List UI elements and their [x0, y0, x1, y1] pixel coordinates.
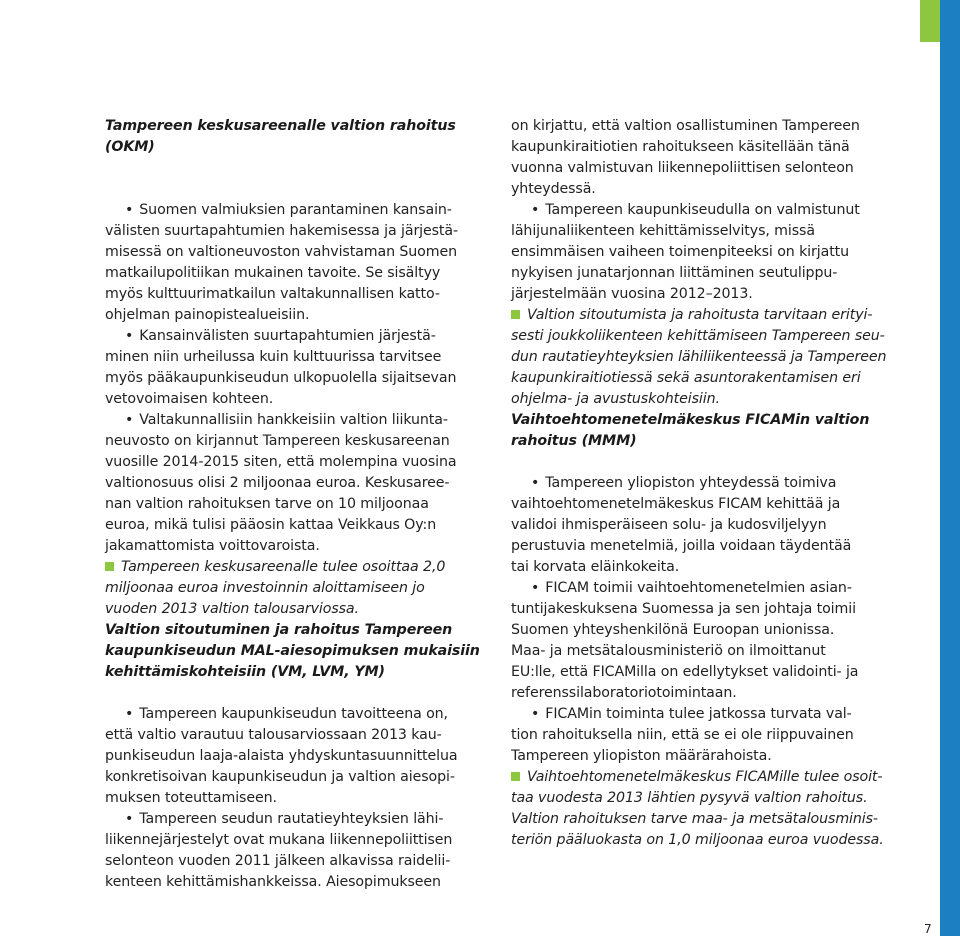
paragraph-kaupunkiseudun-tavoite: • Tampereen kaupunkiseudun tavoitteena on, että valtio varautuu talousarviossaan 2013 kau- punkiseudun laaja-alaista yhdyskuntasuunnittelua konkretisoivan kaupunkiseudun ja valtion aiesopi- muksen toteuttamiseen.	[105, 706, 458, 806]
highlight-joukkoliikenne: Valtion sitoutumista ja rahoitusta tarvitaan erityi- sesti joukkoliikenteen kehittämiseen Tampereen seu- dun rautatieyhteyksien lähiliikenteessä ja Tampereen kaupunkiraitiotiessä sekä asuntorakentamisen eri ohjelma- ja avustuskohteisiin.	[511, 307, 887, 407]
paragraph-suomen-valmiuksien: • Suomen valmiuksien parantaminen kansain- välisten suurtapahtumien hakemisessa ja järjestä- misessä on valtioneuvoston vahvistaman Suomen matkailupolitiikan mukainen tavoite. Se sisältyy myös kulttuurimatkailun valtakunnallisen katto- ohjelman painopistealueisiin.	[105, 202, 459, 323]
paragraph-ficam-asiantuntija: • FICAM toimii vaihtoehtomenetelmien asian- tuntijakeskuksena Suomessa ja sen johtaja toimii Suomen yhteyshenkilönä Euroopan unionissa. Maa- ja metsätalousministeriö on ilmoittanut EU:lle, että FICAMilla on edellytykset validointi- ja referenssilaboratoriotoimintaan.	[511, 580, 859, 701]
highlight-ficam-rahoitus: Vaihtoehtomenetelmäkeskus FICAMille tulee osoit- taa vuodesta 2013 lähtien pysyvä valtion rahoitus. Valtion rahoituksen tarve maa- ja metsätalousminis- teriön pääluokasta on 1,0 miljoonaa euroa vuodessa.	[511, 769, 884, 848]
bullet-icon: •	[531, 580, 540, 596]
paragraph-kansainvalisten: • Kansainvälisten suurtapahtumien järjestä- minen niin urheilussa kuin kulttuurissa tarvitsee myös pääkaupunkiseudun ulkopuolella sijaitsevan vetovoimaisen kohteen.	[105, 328, 457, 407]
paragraph-kaupunkiraitiotie: on kirjattu, että valtion osallistuminen Tampereen kaupunkiraitiotien rahoitukseen käsitellään tänä vuonna valmistuvan liikennepoliittisen selonteon yhteydessä.	[511, 118, 860, 197]
paragraph-ficam-kehittaa: • Tampereen yliopiston yhteydessä toimiva vaihtoehtomenetelmäkeskus FICAM kehittää ja validoi ihmisperäiseen solu- ja kudosviljelyyn perustuvia menetelmiä, joilla voidaan täydentää tai korvata eläinkokeita.	[511, 475, 852, 575]
heading-ficam: Vaihtoehtomenetelmäkeskus FICAMin valtion rahoitus (MMM)	[511, 412, 870, 449]
bullet-icon: •	[531, 475, 540, 491]
green-square-icon	[105, 562, 114, 571]
left-column	[105, 116, 480, 893]
green-square-icon	[511, 310, 520, 319]
edge-blue-bar	[940, 0, 960, 936]
bullet-icon: •	[125, 811, 134, 827]
paragraph-rautatieyhteydet: • Tampereen seudun rautatieyhteyksien lähi- liikennejärjestelyt ovat mukana liikennepoliittisen selonteon vuoden 2011 jälkeen alkavissa raidelii- kenteen kehittämishankkeissa. Aiesopimukseen	[105, 811, 453, 890]
heading-keskusareena: Tampereen keskusareenalle valtion rahoitus (OKM)	[105, 118, 456, 155]
green-square-icon	[511, 772, 520, 781]
highlight-keskusareena-rahoitus: Tampereen keskusareenalle tulee osoittaa 2,0 miljoonaa euroa investoinnin aloittamiseen jo vuoden 2013 valtion talousarviossa.	[105, 559, 446, 617]
bullet-icon: •	[125, 202, 134, 218]
bullet-icon: •	[531, 202, 540, 218]
paragraph-valtakunnallisiin: • Valtakunnallisiin hankkeisiin valtion liikunta- neuvosto on kirjannut Tampereen keskusareenan vuosille 2014-2015 siten, että molempina vuosina valtionosuus olisi 2 miljoonaa euroa. Keskusaree- nan valtion rahoituksen tarve on 10 miljoonaa euroa, mikä tulisi pääosin kattaa Veikkaus Oy:n jakamattomista voittovaroista.	[105, 412, 457, 554]
page-number: 7	[924, 922, 932, 936]
bullet-icon: •	[125, 706, 134, 722]
heading-mal-aiesopimus: Valtion sitoutuminen ja rahoitus Tampereen kaupunkiseudun MAL-aiesopimuksen mukaisiin kehittämiskohteisiin (VM, LVM, YM)	[105, 622, 480, 680]
paragraph-lahijunaliikenne: • Tampereen kaupunkiseudulla on valmistunut lähijunaliikenteen kehittämisselvitys, missä ensimmäisen vaiheen toimenpiteeksi on kirjattu nykyisen junatarjonnan liittäminen seutulippu- järjestelmään vuosina 2012–2013.	[511, 202, 860, 302]
paragraph-ficam-rahoitus: • FICAMin toiminta tulee jatkossa turvata val- tion rahoituksella niin, että se ei ole riippuvainen Tampereen yliopiston määrärahoista.	[511, 706, 854, 764]
bullet-icon: •	[125, 412, 134, 428]
corner-green-bar	[920, 0, 940, 42]
bullet-icon: •	[531, 706, 540, 722]
bullet-icon: •	[125, 328, 134, 344]
right-column	[511, 116, 887, 851]
